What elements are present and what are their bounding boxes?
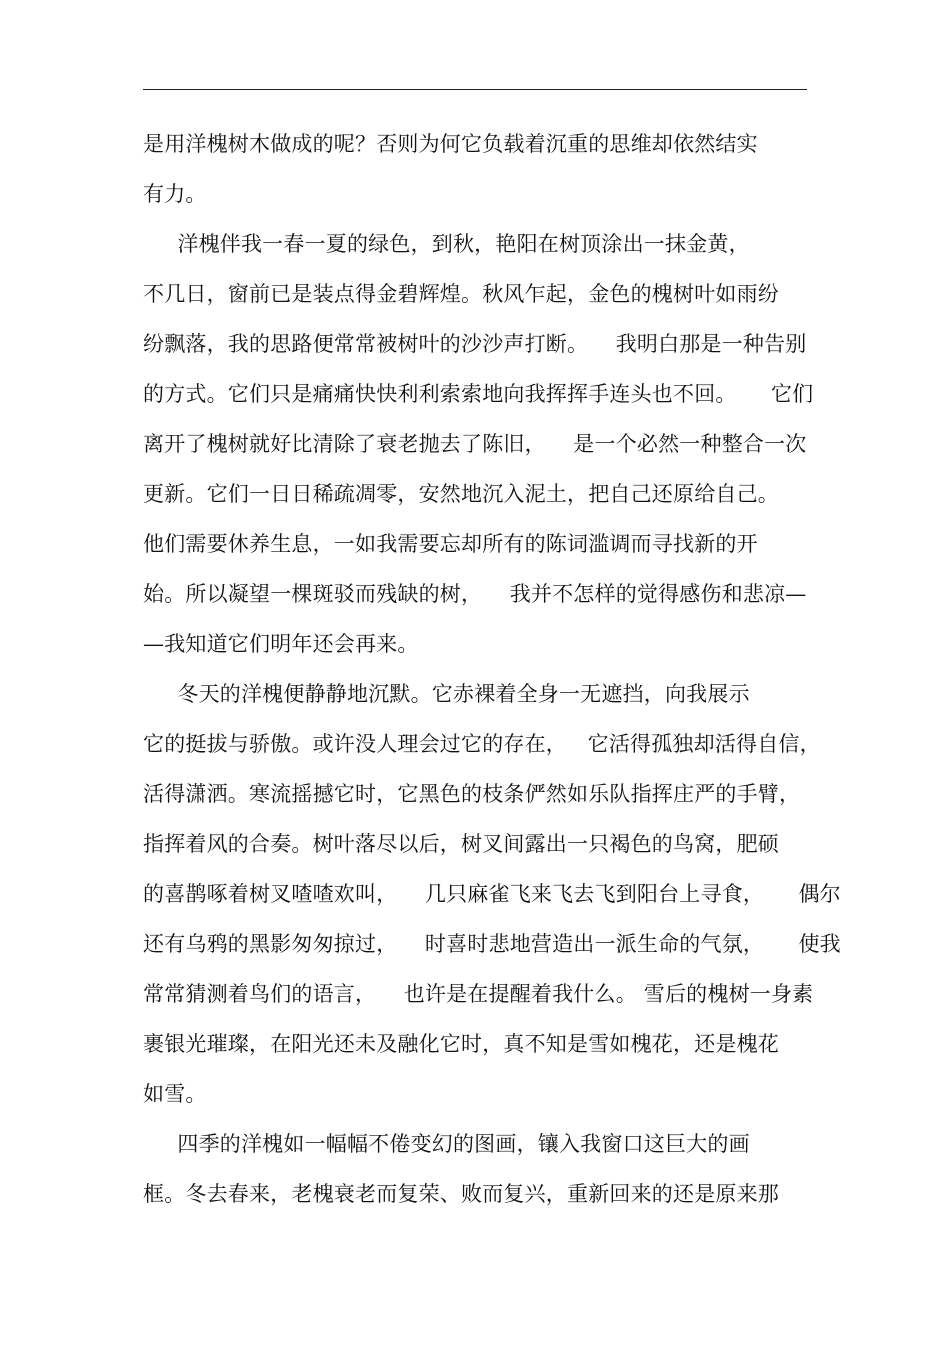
text-line: —我知道它们明年还会再来。 (143, 632, 419, 656)
text-line: 洋槐伴我一春一夏的绿色，到秋，艳阳在树顶涂出一抹金黄， (143, 232, 750, 256)
text-line: 它的挺拔与骄傲。或许没人理会过它的存在， 它活得孤独却活得自信， (143, 732, 821, 756)
text-line: 离开了槐树就好比清除了衰老抛去了陈旧， 是一个必然一种整合一次 (143, 432, 807, 456)
text-line: 更新。它们一日日稀疏凋零，安然地沉入泥土，把自己还原给自己。 (143, 482, 779, 506)
body-text (143, 128, 841, 1228)
text-line: 是用洋槐树木做成的呢？否则为何它负载着沉重的思维却依然结实 (143, 132, 758, 156)
text-line: 始。所以凝望一棵斑驳而残缺的树， 我并不怎样的觉得感伤和悲凉— (143, 582, 807, 606)
text-line: 的喜鹊啄着树叉喳喳欢叫， 几只麻雀飞来飞去飞到阳台上寻食， 偶尔 (143, 882, 841, 906)
text-line: 还有乌鸦的黑影匆匆掠过， 时喜时悲地营造出一派生命的气氛， 使我 (143, 932, 841, 956)
text-line: 纷飘落，我的思路便常常被树叶的沙沙声打断。 我明白那是一种告别 (143, 332, 807, 356)
text-line: 指挥着风的合奏。树叶落尽以后，树叉间露出一只褐色的鸟窝，肥硕 (143, 832, 779, 856)
text-line: 框。冬去春来，老槐衰老而复荣、败而复兴，重新回来的还是原来那 (143, 1182, 779, 1206)
text-line: 裹银光璀璨，在阳光还未及融化它时，真不知是雪如槐花，还是槐花 (143, 1032, 779, 1056)
text-line: 的方式。它们只是痛痛快快利利索索地向我挥挥手连头也不回。 它们 (143, 382, 814, 406)
text-line: 活得潇洒。寒流摇撼它时，它黑色的枝条俨然如乐队指挥庄严的手臂， (143, 782, 801, 806)
text-line: 常常猜测着鸟们的语言， 也许是在提醒着我什么。 雪后的槐树一身素 (143, 982, 814, 1006)
text-line: 他们需要休养生息，一如我需要忘却所有的陈词滥调而寻找新的开 (143, 532, 758, 556)
text-line: 有力。 (143, 182, 207, 206)
text-line: 不几日，窗前已是装点得金碧辉煌。秋风乍起，金色的槐树叶如雨纷 (143, 282, 779, 306)
text-line: 如雪。 (143, 1082, 207, 1106)
header-rule (143, 89, 807, 90)
text-line: 冬天的洋槐便静静地沉默。它赤裸着全身一无遮挡，向我展示 (143, 682, 750, 706)
text-line: 四季的洋槐如一幅幅不倦变幻的图画，镶入我窗口这巨大的画 (143, 1132, 750, 1156)
